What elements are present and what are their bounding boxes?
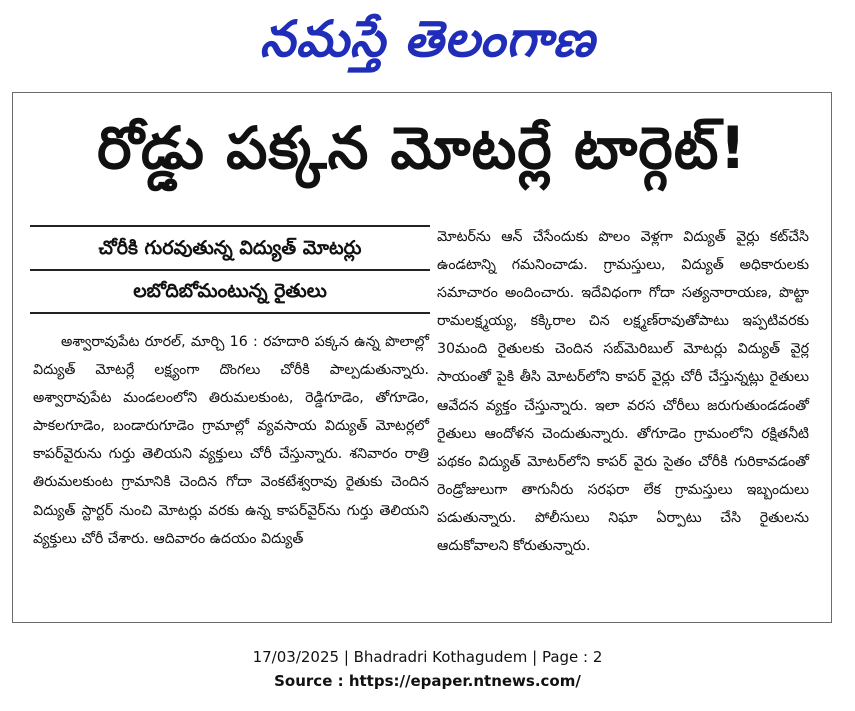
article-column-right [437,223,809,560]
masthead-logo: నమస్తే తెలంగాణ [259,9,596,68]
footer-date-edition: 17/03/2025 | Bhadradri Kothagudem | Page : 2 [252,648,603,666]
article-body-right: మోటర్‌ను ఆన్ చేసేందుకు పొలం వెళ్లగా విద్యుత్ వైర్లు కట్‌చేసి ఉండటాన్ని గమనించాడు. గ్రామస్తులు, విద్యుత్ అధికారులకు సమాచారం అందించారు. ఇదేవిధంగా గోదా సత్యనారాయణ, పొట్టా రామలక్ష్మయ్య, కక్కిరాల చిన లక్ష్మణ్‌రావుతోపాటు ఇప్పటివరకు 30మంది రైతులకు చెందిన సబ్‌మెరిబుల్ మోటర్లు విద్యుత్ వైర్ల సాయంతో పైకి తీసి మోటర్‌లోని కాపర్ వైర్లు చోరీ చేస్తున్నట్లు రైతులు ఆవేదన వ్యక్తం చేస్తున్నారు. ఇలా వరస చోరీలు జరుగుతుండడంతో రైతులు ఆందోళన చెందుతున్నారు. తోగూడెం గ్రామంలోని రక్షితనీటి పథకం విద్యుత్ మోటర్‌లోని కాపర్ వైరు సైతం చోరీకి గురికావడంతో రెండ్రోజులుగా తాగునీరు సరఫరా లేక గ్రామస్తులు ఇబ్బందులు పడుతున్నారు. పోలీసులు నిఘా ఏర్పాటు చేసి రైతులను ఆదుకోవాలని కోరుతున్నారు. [437,229,809,555]
article-body-left: అశ్వారావుపేట రూరల్, మార్చి 16 : రహదారి పక్కన ఉన్న పొలాల్లో విద్యుత్ మోటర్లే లక్ష్యంగా దొంగలు చోరీకి పాల్పడుతున్నారు. అశ్వారావుపేట మండలంలోని తిరుమలకుంట, రెడ్డిగూడెం, తోగూడెం, పాకలగూడెం, బండారుగూడెం గ్రామాల్లో వ్యవసాయ విద్యుత్ మోటర్లలో కాపర్‌వైరును గుర్తు తెలియని వ్యక్తులు చోరీ చేస్తున్నారు. శనివారం రాత్రి తిరుమలకుంట గ్రామానికి చెందిన గోదా వెంకటేశ్వరావు రైతుకు చెందిన విద్యుత్ స్టార్టర్ నుంచి మోటర్లు వరకు ఉన్న కాపర్‌వైర్‌ను గుర్తు తెలియని వ్యక్తులు చోరీ చేశారు. ఆదివారం ఉదయం విద్యుత్ [33,334,429,547]
article-headline: రోడ్డు పక్కన మోటర్లే టార్గెట్! [97,114,747,182]
footer-source: Source : https://epaper.ntnews.com/ [274,672,581,690]
article-subheading-2: లబోదిబోమంటున్న రైతులు [30,270,430,314]
article-column-left [33,328,429,553]
masthead [0,0,855,85]
article-subheading-1: చోరీకి గురవుతున్న విద్యుత్ మోటర్లు [30,225,430,271]
